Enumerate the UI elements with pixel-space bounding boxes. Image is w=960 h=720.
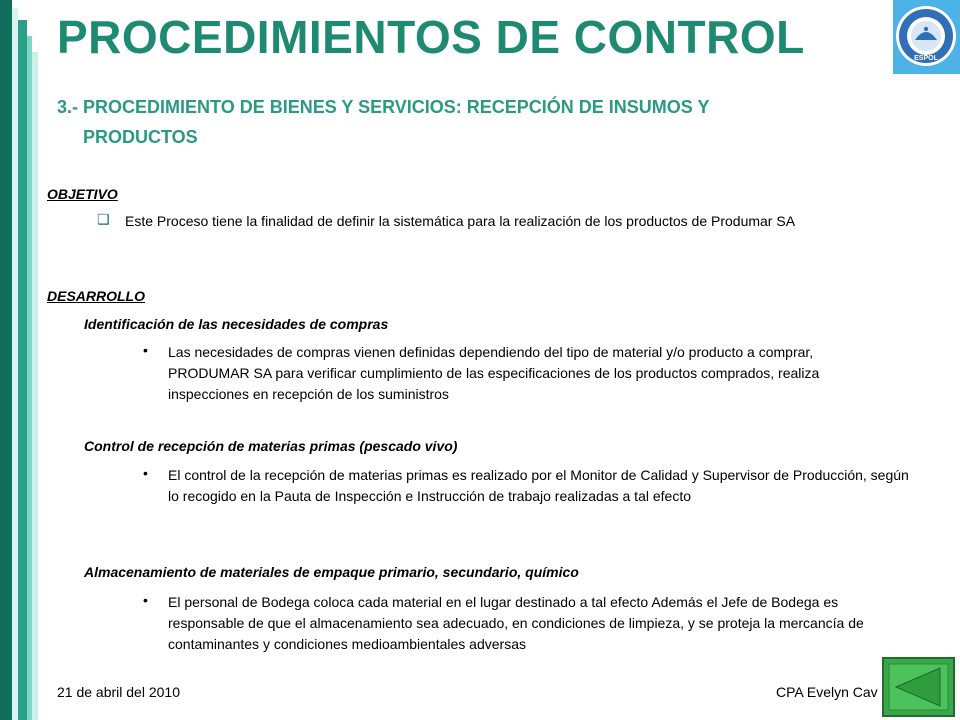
- subtitle-line-1: 3.- PROCEDIMIENTO DE BIENES Y SERVICIOS: RECEPCIÓN DE INSUMOS Y: [57, 97, 710, 117]
- bullet-dot-icon: •: [143, 592, 148, 608]
- text-necesidades: Las necesidades de compras vienen definidas dependiendo del tipo de material y/o producto a comprar, PRODUMAR SA para verificar cumplimiento de las especificaciones de los productos comprados, realiza inspecciones en recepción de los suministros: [168, 344, 820, 402]
- objetivo-text: Este Proceso tiene la finalidad de definir la sistemática para la realización de los productos de Produmar SA: [125, 213, 796, 229]
- footer-author: CPA Evelyn Cav: [776, 684, 878, 700]
- slide-subtitle: [57, 92, 857, 152]
- text-recepcion: El control de la recepción de materias primas es realizado por el Monitor de Calidad y Supervisor de Producción, según lo recogido en la Pauta de Inspección e Instrucción de trabajo realizadas a tal efecto: [168, 467, 909, 504]
- subheading-necesidades: Identificación de las necesidades de compras: [84, 316, 389, 332]
- decor-bar-dark: [0, 0, 12, 720]
- subheading-recepcion: Control de recepción de materias primas (pescado vivo): [84, 438, 458, 454]
- subheading-almacenamiento: Almacenamiento de materiales de empaque primario, secundario, químico: [84, 564, 579, 580]
- text-almacenamiento: El personal de Bodega coloca cada material en el lugar destinado a tal efecto Además el Jefe de Bodega es responsable de que el almacenamiento sea adecuado, en condiciones de limpieza, y se proteja la mercancía de contaminantes y condiciones medioambientales adversas: [168, 594, 864, 652]
- arrow-left-icon: [884, 659, 953, 715]
- desarrollo-heading: DESARROLLO: [47, 288, 145, 304]
- previous-slide-button[interactable]: [882, 657, 955, 717]
- university-seal-icon: [893, 0, 960, 74]
- bullet-dot-icon: •: [143, 342, 148, 358]
- footer-date: 21 de abril del 2010: [57, 684, 180, 700]
- bullet-dot-icon: •: [143, 465, 148, 481]
- logo-text: ESPOL: [914, 55, 938, 62]
- checkbox-bullet-icon: ❑: [97, 211, 110, 227]
- espol-logo: [893, 0, 960, 74]
- decor-bar-teal: [18, 20, 27, 720]
- subtitle-line-2: PRODUCTOS: [83, 127, 198, 147]
- objetivo-heading: OBJETIVO: [47, 186, 118, 202]
- decor-bar-mint: [32, 52, 38, 720]
- slide-title: PROCEDIMIENTOS DE CONTROL: [57, 11, 805, 63]
